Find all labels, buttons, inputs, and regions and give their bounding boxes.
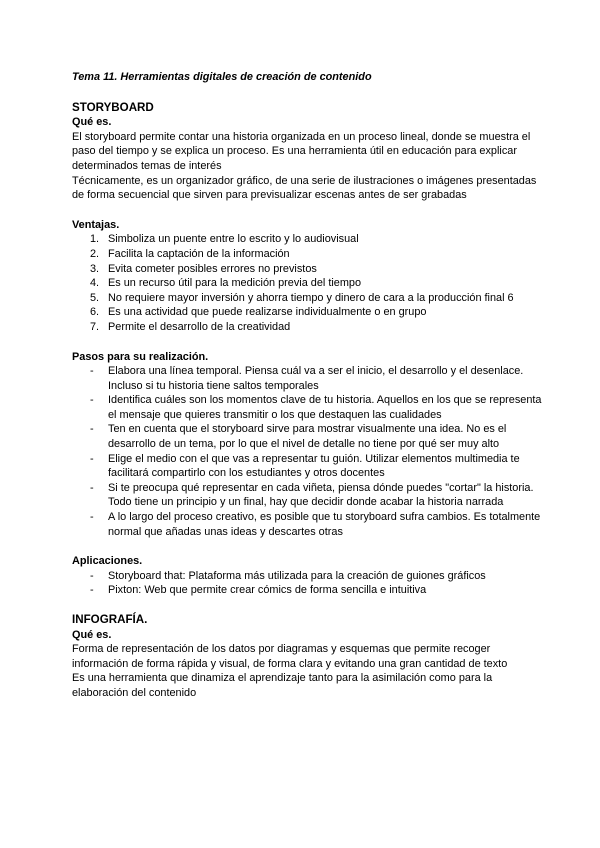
list-item: 2. Facilita la captación de la información	[90, 247, 290, 260]
ventajas-list	[72, 232, 542, 334]
document-title: Tema 11. Herramientas digitales de creación de contenido	[72, 71, 372, 83]
infografia-heading: INFOGRAFÍA.	[72, 613, 148, 626]
list-item: 1. Simboliza un puente entre lo escrito y lo audiovisual	[90, 233, 359, 246]
list-item: - Ten en cuenta que el storyboard sirve para mostrar visualmente una idea. No es el desarrollo de un tema, por lo que el nivel de detalle no tiene por qué ser muy alto	[72, 422, 542, 451]
storyboard-que-es-label: Qué es.	[72, 116, 112, 129]
document-page	[72, 70, 542, 701]
list-item: - Storyboard that: Plataforma más utilizada para la creación de guiones gráficos	[72, 569, 542, 584]
list-item: 4. Es un recurso útil para la medición previa del tiempo	[90, 277, 362, 290]
list-item: 3. Evita cometer posibles errores no previstos	[90, 262, 317, 275]
pasos-list	[72, 364, 542, 539]
infografia-que-es-paragraph-2: Es una herramienta que dinamiza el aprendizaje tanto para la asimilación como para la elaboración del contenido	[72, 672, 493, 699]
list-item: - Pixton: Web que permite crear cómics de forma sencilla e intuitiva	[72, 583, 542, 598]
storyboard-heading: STORYBOARD	[72, 100, 154, 114]
pasos-label: Pasos para su realización.	[72, 350, 209, 363]
list-item: - Identifica cuáles son los momentos clave de tu historia. Aquellos en los que se representa el mensaje que quieres transmitir o los que destaquen las cualidades	[72, 393, 542, 422]
list-item: 6. Es una actividad que puede realizarse individualmente o en grupo	[90, 306, 427, 319]
list-item: 5. No requiere mayor inversión y ahorra tiempo y dinero de cara a la producción final 6	[90, 291, 514, 304]
storyboard-que-es-paragraph-2: Técnicamente, es un organizador gráfico, de una serie de ilustraciones o imágenes presentadas de forma secuencial que sirven para previsualizar escenas antes de ser grabadas	[72, 174, 537, 202]
ventajas-label: Ventajas.	[72, 218, 120, 231]
infografia-que-es-label: Qué es.	[72, 628, 112, 641]
list-item: - Elige el medio con el que vas a representar tu guión. Utilizar elementos multimedia te facilitará compartirlo con los estudiantes y otros docentes	[72, 452, 542, 481]
aplicaciones-list	[72, 569, 542, 598]
list-item: - A lo largo del proceso creativo, es posible que tu storyboard sufra cambios. Es totalmente normal que añadas unas ideas y descartes otras	[72, 510, 542, 539]
aplicaciones-label: Aplicaciones.	[72, 555, 143, 568]
infografia-que-es-paragraph-1: Forma de representación de los datos por diagramas y esquemas que permite recoger información de forma rápida y visual, de forma clara y evitando una gran cantidad de texto	[72, 643, 508, 670]
storyboard-que-es-paragraph-1: El storyboard permite contar una historia organizada en un proceso lineal, donde se muestra el paso del tiempo y se explica un proceso. Es una herramienta útil en educación para explicar determinados temas de interés	[72, 130, 531, 172]
list-item: - Si te preocupa qué representar en cada viñeta, piensa dónde puedes "cortar" la historia. Todo tiene un principio y un final, hay que decidir donde acabar la historia narrada	[72, 481, 542, 510]
list-item: 7. Permite el desarrollo de la creatividad	[90, 320, 291, 333]
list-item: - Elabora una línea temporal. Piensa cuál va a ser el inicio, el desarrollo y el desenlace. Incluso si tu historia tiene saltos temporales	[72, 364, 542, 393]
